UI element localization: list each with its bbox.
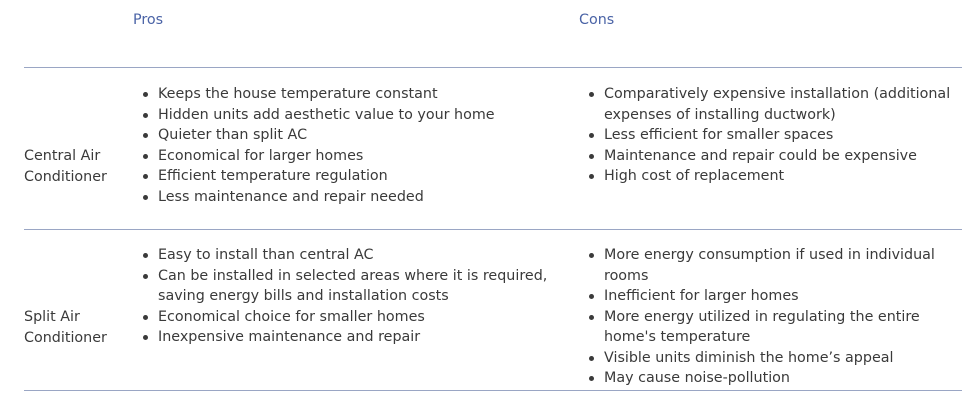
- pros-item: Hidden units add aesthetic value to your home: [140, 105, 560, 126]
- cons-list-split-ac: [586, 245, 966, 389]
- cons-item: May cause noise-pollution: [586, 368, 966, 389]
- cons-item: Inefficient for larger homes: [586, 286, 966, 307]
- pros-item: Economical choice for smaller homes: [140, 307, 560, 328]
- cons-column-header: Cons: [579, 12, 615, 28]
- row-label-line: Conditioner: [24, 329, 107, 346]
- row-label-line: Central Air: [24, 148, 101, 164]
- row-label-central-ac: [24, 146, 129, 187]
- pros-item: Quieter than split AC: [140, 125, 560, 146]
- cons-item: Visible units diminish the home’s appeal: [586, 348, 966, 369]
- pros-column-header: Pros: [133, 12, 164, 28]
- cons-item: High cost of replacement: [586, 166, 966, 187]
- pros-item: Less maintenance and repair needed: [140, 187, 560, 208]
- row-label-line: Split Air: [24, 309, 80, 325]
- row-label-line: Conditioner: [24, 168, 107, 185]
- table-header: [0, 10, 980, 30]
- pros-item: Economical for larger homes: [140, 146, 560, 167]
- pros-list-split-ac: [140, 245, 560, 348]
- pros-item: Inexpensive maintenance and repair: [140, 327, 560, 348]
- pros-item: Easy to install than central AC: [140, 245, 560, 266]
- table-divider: [24, 390, 962, 391]
- cons-item: Less efficient for smaller spaces: [586, 125, 966, 146]
- cons-list-central-ac: [586, 84, 966, 187]
- cons-item: Maintenance and repair could be expensive: [586, 146, 966, 167]
- row-label-split-ac: [24, 307, 129, 348]
- pros-list-central-ac: [140, 84, 560, 207]
- table-divider: [24, 67, 962, 68]
- pros-item: Efficient temperature regulation: [140, 166, 560, 187]
- table-divider: [24, 229, 962, 230]
- cons-item: Comparatively expensive installation (additional expenses of installing ductwork): [586, 84, 966, 125]
- cons-item: More energy utilized in regulating the entire home's temperature: [586, 307, 966, 348]
- cons-item: More energy consumption if used in individual rooms: [586, 245, 966, 286]
- pros-item: Can be installed in selected areas where it is required, saving energy bills and installation costs: [140, 266, 560, 307]
- pros-item: Keeps the house temperature constant: [140, 84, 560, 105]
